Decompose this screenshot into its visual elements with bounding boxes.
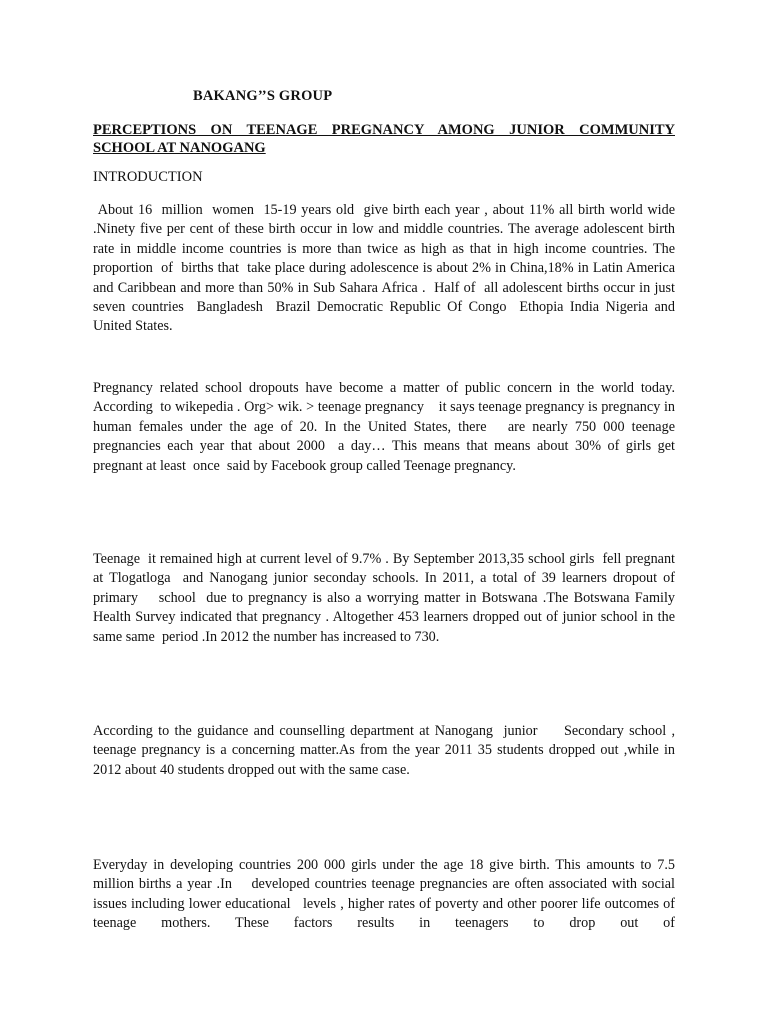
section-heading-introduction: INTRODUCTION (93, 169, 203, 185)
paragraph-developing-countries: Everyday in developing countries 200 000 girls under the age 18 give birth. This amounts to 7.5 million births a year .In developed countries teenage pregnancies are often associated with social issues including lower educational levels , higher rates of poverty and other poorer life outcomes of teenage mothers. These factors results in teenagers to drop out of (93, 857, 679, 932)
group-title: BAKANG’’S GROUP (193, 88, 333, 104)
document-title: PERCEPTIONS ON TEENAGE PREGNANCY AMONG JUNIOR COMMUNITY SCHOOL AT NANOGANG (93, 122, 675, 156)
paragraph-school-dropouts: Pregnancy related school dropouts have become a matter of public concern in the world today. According to wikepedia . Org> wik. > teenage pregnancy it says teenage pregnancy is pregnancy in human females under the age of 20. In the United States, there are nearly 750 000 teenage pregnancies each year that about 2000 a day… This means that means about 30% of girls get pregnant at least once said by Facebook group called Teenage pregnancy. (93, 380, 679, 474)
paragraph-nanogang-guidance: According to the guidance and counselling department at Nanogang junior Secondary school , teenage pregnancy is a concerning matter.As from the year 2011 35 students dropped out ,while in 2012 about 40 students dropped out with the same case. (93, 723, 679, 778)
paragraph-birth-statistics: About 16 million women 15-19 years old give birth each year , about 11% all birth world wide .Ninety five per cent of these birth occur in low and middle countries. The average adolescent birth rate in middle income countries is more than twice as high as that in high income countries. The proportion of births that take place during adolescence is about 2% in China,18% in Latin America and Caribbean and more than 50% in Sub Sahara Africa . Half of all adolescent births occur in just seven countries Bangladesh Brazil Democratic Republic Of Congo Ethopia India Nigeria and United States. (93, 202, 679, 335)
paragraph-botswana-statistics: Teenage it remained high at current level of 9.7% . By September 2013,35 school girls fell pregnant at Tlogatloga and Nanogang junior seconday schools. In 2011, a total of 39 learners dropout of primary school due to pregnancy is also a worrying matter in Botswana .The Botswana Family Health Survey indicated that pregnancy . Altogether 453 learners dropped out of junior school in the same same period .In 2012 the number has increased to 730. (93, 551, 683, 645)
